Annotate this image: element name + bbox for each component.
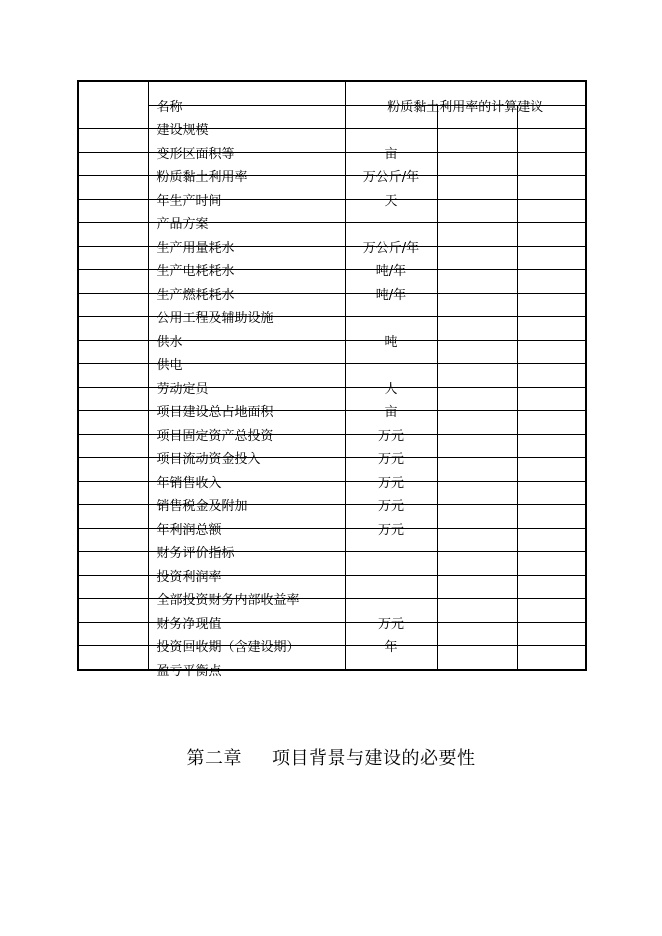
row-value-cell [437,575,517,599]
row-unit: 年 [384,640,398,656]
row-value-cell [517,293,586,317]
table-row [78,434,586,458]
index-cell [78,81,148,129]
table-row [78,293,586,317]
row-name: 项目建设总占地面积 [156,405,274,421]
header-unit-and-value: 粉质黏土利用率的计算建议 [387,99,544,115]
row-value-cell [437,646,517,670]
row-name: 年生产时间 [156,193,222,209]
row-value-cell [437,458,517,482]
row-name: 财务评价指标 [156,546,235,562]
table-row [78,599,586,623]
row-value-cell [437,411,517,435]
table-row [78,176,586,200]
row-value-cell [437,270,517,294]
table-row [78,129,586,153]
table-header-row [78,81,586,105]
row-value-cell [517,223,586,247]
index-cell [78,270,148,294]
row-unit [346,571,437,579]
row-unit [346,218,437,226]
row-value-cell [517,129,586,153]
row-value-cell [437,223,517,247]
index-cell [78,458,148,482]
header-name-cell [148,81,345,115]
row-value-cell [517,458,586,482]
table-row [78,199,586,223]
row-name: 公用工程及辅助设施 [156,311,274,327]
index-cell [78,481,148,505]
row-value-cell [517,552,586,576]
row-name: 年销售收入 [156,475,222,491]
index-cell [78,317,148,341]
row-unit-cell [345,223,437,256]
row-value-cell [437,199,517,223]
row-name: 盈亏平衡点 [156,664,222,679]
row-name: 建设规模 [156,123,209,139]
row-name: 项目流动资金投入 [156,452,261,468]
chapter-title: 项目背景与建设的必要性 [272,748,476,769]
row-value-cell [437,434,517,458]
row-value-cell [437,552,517,576]
index-cell [78,340,148,364]
row-unit-cell [345,599,437,632]
row-name: 供水 [156,334,183,350]
index-cell [78,528,148,552]
row-value-cell [437,340,517,364]
table-row [78,552,586,576]
row-unit: 万元 [377,428,404,444]
row-unit: 万公斤/年 [362,170,420,186]
table-row [78,340,586,364]
row-unit: 万公斤/年 [362,240,420,256]
row-value-cell [517,340,586,364]
row-name: 供电 [156,358,183,374]
table-row [78,481,586,505]
row-value-cell [437,505,517,529]
chapter-number: 第二章 [186,748,242,769]
row-value-cell [437,176,517,200]
row-unit: 亩 [384,146,398,162]
row-unit [346,359,437,367]
index-cell [78,387,148,411]
index-cell [78,552,148,576]
row-unit-cell [345,317,437,350]
index-cell [78,152,148,176]
row-name: 年利润总额 [156,522,222,538]
row-unit: 万元 [377,522,404,538]
row-unit: 万元 [377,616,404,632]
header-unit-cell [345,81,586,115]
index-cell [78,599,148,623]
row-unit: 吨 [384,334,398,350]
row-value-cell [517,434,586,458]
row-value-cell [517,152,586,176]
row-value-cell [437,622,517,646]
row-value-cell [437,364,517,388]
index-cell [78,364,148,388]
row-unit [346,665,437,673]
row-value-cell [517,622,586,646]
row-name: 投资回收期（含建设期） [156,640,300,656]
row-unit [346,124,437,132]
row-name: 生产用量耗水 [156,240,235,256]
index-cell [78,223,148,247]
index-cell [78,505,148,529]
row-unit: 天 [384,193,398,209]
row-value-cell [437,293,517,317]
row-unit: 吨/年 [375,264,407,280]
table-row [78,246,586,270]
row-value-cell [517,246,586,270]
row-name: 项目固定资产总投资 [156,428,274,444]
row-name: 产品方案 [156,217,209,233]
chapter-heading [0,744,662,770]
row-unit-cell [345,575,437,599]
table-row [78,528,586,552]
index-cell [78,293,148,317]
row-unit: 万元 [377,475,404,491]
row-value-cell [437,387,517,411]
row-value-cell [517,528,586,552]
table-row [78,387,586,411]
index-cell [78,129,148,153]
index-cell [78,575,148,599]
row-name: 生产电耗耗水 [156,264,235,280]
row-name: 全部投资财务内部收益率 [156,593,300,609]
row-value-cell [517,387,586,411]
row-value-cell [517,199,586,223]
table-body [78,81,586,679]
index-cell [78,176,148,200]
table-row [78,223,586,247]
row-value-cell [437,599,517,623]
row-unit: 人 [384,381,398,397]
row-value-cell [517,411,586,435]
row-unit: 亩 [384,405,398,421]
row-value-cell [517,364,586,388]
index-cell [78,199,148,223]
row-value-cell [437,152,517,176]
table-row [78,646,586,670]
row-name: 投资利润率 [156,569,222,585]
row-name: 销售税金及附加 [156,499,248,515]
table-row [78,152,586,176]
row-value-cell [517,270,586,294]
row-unit-cell [345,129,437,162]
table-row [78,575,586,599]
project-summary-table [77,80,587,679]
row-name: 财务净现值 [156,616,222,632]
row-unit: 吨/年 [375,287,407,303]
table-row [78,317,586,341]
row-unit-cell [345,552,437,576]
row-value-cell [437,481,517,505]
header-name: 名称 [156,99,183,115]
index-cell [78,646,148,670]
row-unit: 万元 [377,452,404,468]
table-row [78,622,586,646]
row-value-cell [517,176,586,200]
table-row [78,505,586,529]
row-value-cell [517,481,586,505]
row-name: 粉质黏土利用率 [156,170,248,186]
index-cell [78,246,148,270]
row-value-cell [517,599,586,623]
row-unit [346,547,437,555]
row-value-cell [517,317,586,341]
row-value-cell [437,317,517,341]
row-value-cell [517,505,586,529]
table-row [78,364,586,388]
index-cell [78,622,148,646]
index-cell [78,411,148,435]
row-name: 劳动定员 [156,381,209,397]
row-value-cell [437,528,517,552]
table-row [78,411,586,435]
index-cell [78,434,148,458]
table-row [78,458,586,482]
row-unit: 万元 [377,499,404,515]
row-value-cell [517,646,586,670]
row-unit [346,312,437,320]
row-unit [346,594,437,602]
row-value-cell [437,246,517,270]
row-name: 变形区面积等 [156,146,235,162]
table-row [78,270,586,294]
row-unit-cell [345,364,437,397]
row-value-cell [517,575,586,599]
row-name: 生产燃耗耗水 [156,287,235,303]
row-value-cell [437,129,517,153]
